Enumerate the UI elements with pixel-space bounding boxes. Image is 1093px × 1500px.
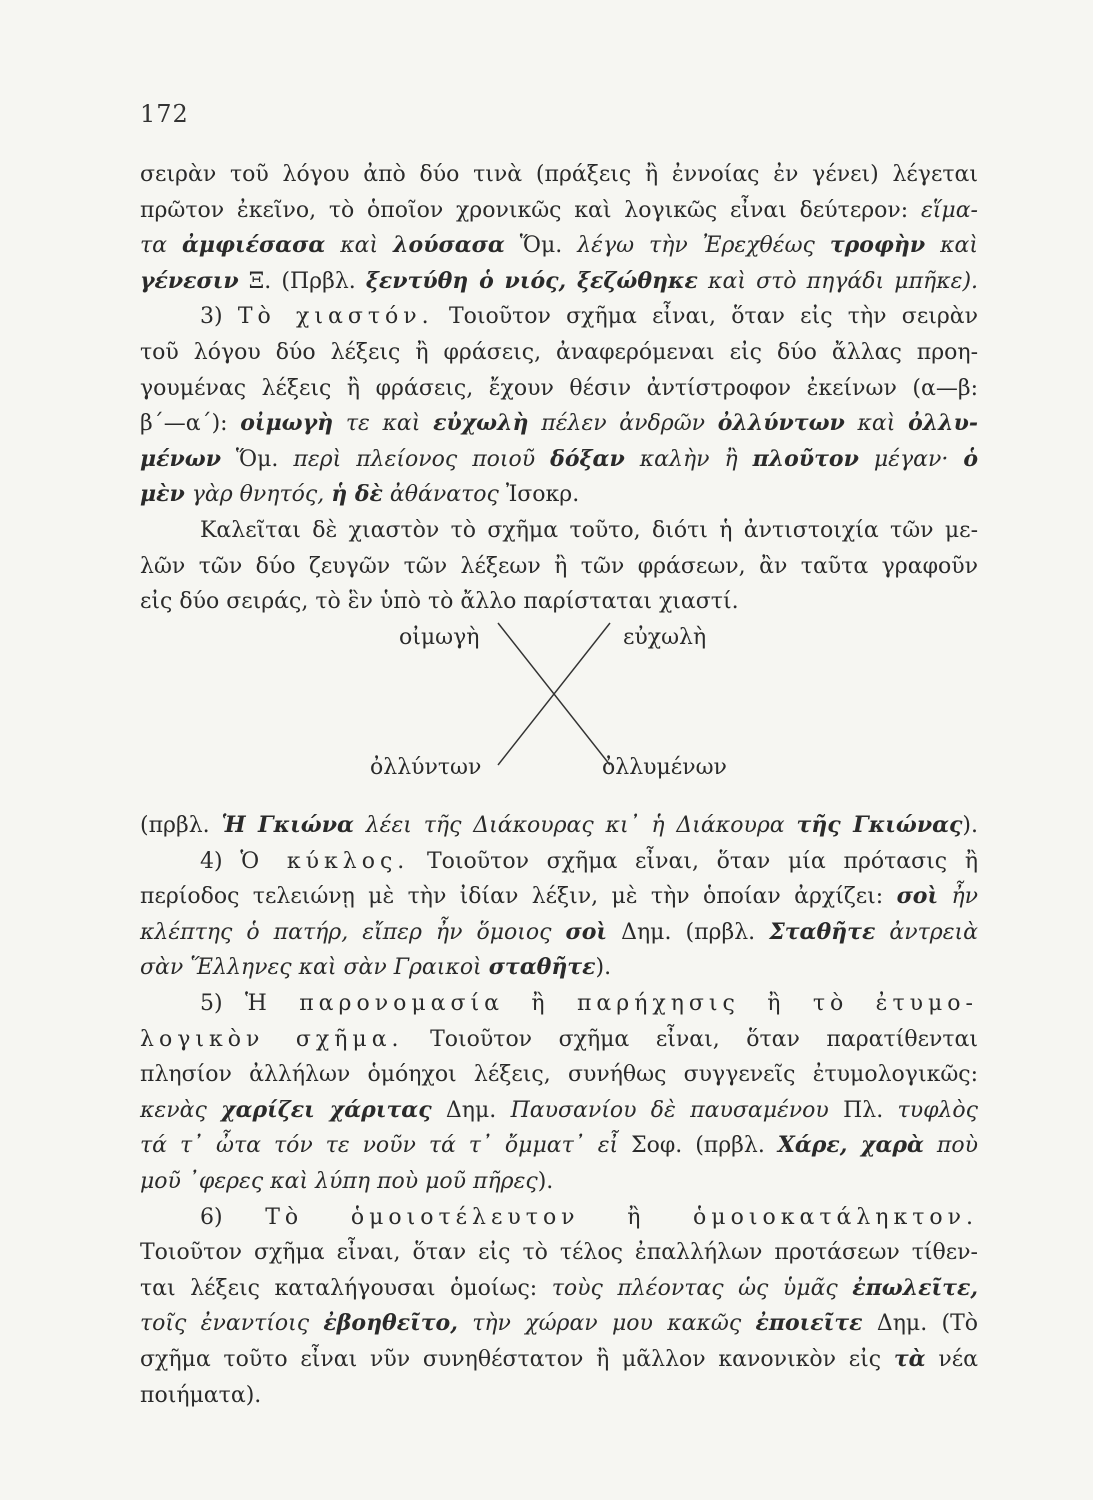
emphasis-text: ξεντύθη ὁ νιός, ξεζώθηκε	[365, 267, 698, 294]
emphasis-text: σταθῆτε	[488, 954, 596, 981]
emphasis-text: σοὶ	[565, 918, 608, 945]
emphasis-text: ὀλλύντων	[717, 410, 845, 437]
italic-text: περὶ πλείονος ποιοῦ	[293, 446, 551, 472]
emphasis-text: μὲν	[140, 481, 185, 508]
section-heading-chiasmus: 3) Τὸ χιαστόν. Τοιοῦτον σχῆμα εἶναι, ὅταν εἰς τὴν σειρὰν	[200, 304, 979, 330]
spaced-text: λογικὸν σχῆμα.	[140, 1026, 404, 1052]
text-line: σὰν Ἕλληνες καὶ σὰν Γραικοὶ σταθῆτε).	[140, 954, 612, 981]
emphasis-text: ἐποιεῖτε	[755, 1310, 863, 1337]
italic-text: κλέπτης ὁ πατήρ, εἴπερ ἦν ὅμοιος	[140, 919, 566, 945]
emphasis-text: δόξαν	[550, 445, 625, 472]
text-line: Τοιοῦτον σχῆμα εἶναι, ὅταν εἰς τὸ τέλος ἐπαλλήλων προτάσεων τίθεν-	[140, 1240, 978, 1266]
diagram-word-bottom-right: ὀλλυμένων	[602, 755, 727, 780]
text-line: γουμένας λέξεις ἢ φράσεις, ἔχουν θέσιν ἀντίστροφον ἐκείνων (α—β:	[140, 375, 978, 401]
text-line: ται λέξεις καταλήγουσαι ὁμοίως: τοὺς πλέοντας ὡς ὑμᾶς ἐπωλεῖτε,	[140, 1274, 979, 1301]
emphasis-text: Σταθῆτε	[769, 918, 876, 945]
italic-text: καὶ	[925, 233, 978, 259]
text-line: εἰς δύο σειράς, τὸ ἓν ὑπὸ τὸ ἄλλο παρίσταται χιαστί.	[140, 589, 739, 615]
text-line: κλέπτης ὁ πατήρ, εἴπερ ἦν ὅμοιος σοὶ Δημ. (πρβλ. Σταθῆτε ἀντρειὰ	[140, 918, 978, 945]
italic-text: μοῦ ᾿φερες καὶ λύπη ποὺ μοῦ πῆρες	[140, 1168, 538, 1194]
diagram-word-top-right: εὐχωλὴ	[623, 625, 707, 650]
emphasis-text: τῆς Γκιώνας	[796, 812, 963, 838]
italic-text: λέγω τὴν Ἐρεχθέως	[577, 233, 830, 259]
text-line: μὲν γὰρ θνητός, ἡ δὲ ἀθάνατος Ἰσοκρ.	[140, 481, 580, 508]
text-line: πλησίον ἀλλήλων ὁμόηχοι λέξεις, συνήθως συγγενεῖς ἐτυμολογικῶς:	[140, 1062, 978, 1088]
diagram-word-bottom-left: ὀλλύντων	[370, 755, 482, 780]
chiasmus-diagram	[140, 615, 978, 805]
emphasis-text: ὀλλυ-	[908, 410, 978, 437]
italic-text: τε καὶ	[333, 411, 434, 437]
section-heading-paronomasia: 5) Ἡ παρονομασία ἢ παρήχησις ἢ τὸ ἐτυμο-	[200, 990, 978, 1016]
page-number: 172	[140, 100, 189, 128]
italic-text: τά τ᾿ ὦτα τόν τε νοῦν τά τ᾿ ὄμματ᾿ εἶ	[140, 1133, 619, 1159]
emphasis-text: ἡ δὲ	[331, 481, 383, 508]
text-line: σειρὰν τοῦ λόγου ἀπὸ δύο τινὰ (πράξεις ἢ ἐννοίας ἐν γένει) λέγεται	[140, 162, 978, 187]
italic-text: τὴν χώραν μου κακῶς	[457, 1311, 756, 1337]
text-line: μοῦ ᾿φερες καὶ λύπη ποὺ μοῦ πῆρες).	[140, 1168, 554, 1194]
text-line: γένεσιν Ξ. (Πρβλ. ξεντύθη ὁ νιός, ξεζώθηκε καὶ στὸ πηγάδι μπῆκε).	[140, 267, 979, 294]
italic-text: πέλεν ἀνδρῶν	[528, 411, 718, 437]
spaced-text: Τὸ ὁμοιοτέλευτον ἢ ὁμοιοκατάληκτον.	[265, 1204, 979, 1230]
italic-text: καὶ	[844, 411, 909, 437]
italic-text: σὰν Ἕλληνες καὶ σὰν Γραικοὶ	[140, 955, 489, 981]
spaced-text: Ὁ κύκλος.	[240, 848, 410, 874]
text-block-lower	[140, 808, 978, 1413]
italic-text: καὶ στὸ πηγάδι μπῆκε).	[697, 268, 979, 294]
emphasis-text: ὁ	[963, 445, 978, 472]
emphasis-text: Ἡ Γκιώνα	[221, 812, 354, 838]
emphasis-text: ἐπωλεῖτε,	[852, 1274, 979, 1301]
italic-text: τοὺς πλέοντας ὡς ὑμᾶς	[551, 1275, 853, 1301]
text-line: κενὰς χαρίζει χάριτας Δημ. Παυσανίου δὲ παυσαμένου Πλ. τυφλὸς	[140, 1096, 978, 1123]
diagram-word-top-left: οἰμωγὴ	[399, 625, 480, 650]
section-heading-cycle: 4) Ὁ κύκλος. Τοιοῦτον σχῆμα εἶναι, ὅταν μία πρότασις ἢ	[200, 848, 979, 874]
text-line: β΄—α΄): οἰμωγὴ τε καὶ εὐχωλὴ πέλεν ἀνδρῶν ὀλλύντων καὶ ὀλλυ-	[140, 410, 978, 437]
chiasmus-cross	[140, 615, 978, 805]
emphasis-text: γένεσιν	[140, 267, 239, 294]
spaced-text: Τὸ χιαστόν.	[237, 304, 434, 330]
italic-text: Παυσανίου δὲ παυσαμένου	[510, 1097, 829, 1123]
italic-text: καὶ	[325, 233, 394, 259]
emphasis-text: τροφὴν	[829, 232, 926, 259]
text-line: τα ἀμφιέσασα καὶ λούσασα Ὅμ. λέγω τὴν Ἐρεχθέως τροφὴν καὶ	[140, 232, 978, 259]
text-line: μένων Ὅμ. περὶ πλείονος ποιοῦ δόξαν καλὴν ἢ πλοῦτον μέγαν· ὁ	[140, 445, 978, 472]
text-line: λογικὸν σχῆμα. Τοιοῦτον σχῆμα εἶναι, ὅταν παρατίθενται	[140, 1026, 978, 1052]
emphasis-text: πλοῦτον	[752, 445, 859, 472]
italic-text: καλὴν ἢ	[624, 446, 753, 472]
emphasis-text: λούσασα	[393, 232, 505, 259]
spaced-text: Ἡ παρονομασία ἢ παρήχησις ἢ τὸ ἐτυμο-	[244, 990, 978, 1016]
italic-text: εἵμα-	[920, 197, 978, 223]
text-line: περίοδος τελειώνῃ μὲ τὴν ἰδίαν λέξιν, μὲ τὴν ὁποίαν ἀρχίζει: σοὶ ἦν	[140, 883, 978, 910]
emphasis-text: ἀμφιέσασα	[182, 232, 326, 259]
italic-text: τα	[140, 233, 182, 259]
italic-text: λέει τῆς Διάκουρας κι᾿ ἡ Διάκουρα	[353, 813, 797, 838]
emphasis-text: ἐβοηθεῖτο,	[323, 1310, 458, 1337]
emphasis-text: χαρίζει χάριτας	[221, 1096, 432, 1123]
text-line: σχῆμα τοῦτο εἶναι νῦν συνηθέστατον ἢ μᾶλλον κανονικὸν εἰς τὰ νέα	[140, 1345, 978, 1372]
text-line: (πρβλ. Ἡ Γκιώνα λέει τῆς Διάκουρας κι᾿ ἡ Διάκουρα τῆς Γκιώνας).	[140, 812, 978, 838]
italic-text: ἀντρειὰ	[875, 919, 978, 945]
emphasis-text: οἰμωγὴ	[240, 410, 334, 437]
text-line: τοῦ λόγου δύο λέξεις ἢ φράσεις, ἀναφερόμεναι εἰς δύο ἄλλας προη-	[140, 339, 978, 365]
italic-text: τυφλὸς	[897, 1097, 978, 1123]
emphasis-text: εὐχωλὴ	[433, 410, 529, 437]
emphasis-text: Χάρε, χαρὰ	[777, 1132, 924, 1159]
italic-text: γὰρ θνητός,	[184, 482, 332, 508]
text-line: Καλεῖται δὲ χιαστὸν τὸ σχῆμα τοῦτο, διότι ἡ ἀντιστοιχία τῶν με-	[200, 517, 978, 543]
text-block-upper	[140, 157, 978, 620]
emphasis-text: μένων	[140, 445, 221, 472]
text-line: λῶν τῶν δύο ζευγῶν τῶν λέξεων ἢ τῶν φράσεων, ἂν ταῦτα γραφοῦν	[140, 553, 978, 579]
text-line: τά τ᾿ ὦτα τόν τε νοῦν τά τ᾿ ὄμματ᾿ εἶ Σοφ. (πρβλ. Χάρε, χαρὰ ποὺ	[140, 1132, 978, 1159]
section-heading-homoioteleuton: 6) Τὸ ὁμοιοτέλευτον ἢ ὁμοιοκατάληκτον.	[200, 1204, 979, 1230]
emphasis-text: σοὶ	[896, 883, 939, 910]
italic-text: μέγαν·	[858, 446, 964, 472]
italic-text: ποὺ	[923, 1133, 978, 1159]
italic-text: τοῖς ἐναντίοις	[140, 1311, 324, 1337]
italic-text: κενὰς	[140, 1097, 222, 1123]
emphasis-text: τὰ	[893, 1345, 926, 1372]
text-line: πρῶτον ἐκεῖνο, τὸ ὁποῖον χρονικῶς καὶ λογικῶς εἶναι δεύτερον: εἵμα-	[140, 197, 978, 223]
text-line: τοῖς ἐναντίοις ἐβοηθεῖτο, τὴν χώραν μου κακῶς ἐποιεῖτε Δημ. (Τὸ	[140, 1310, 979, 1337]
italic-text: ἀθάνατος	[382, 482, 499, 508]
text-line: ποιήματα).	[140, 1382, 262, 1408]
italic-text: ἦν	[938, 884, 978, 910]
